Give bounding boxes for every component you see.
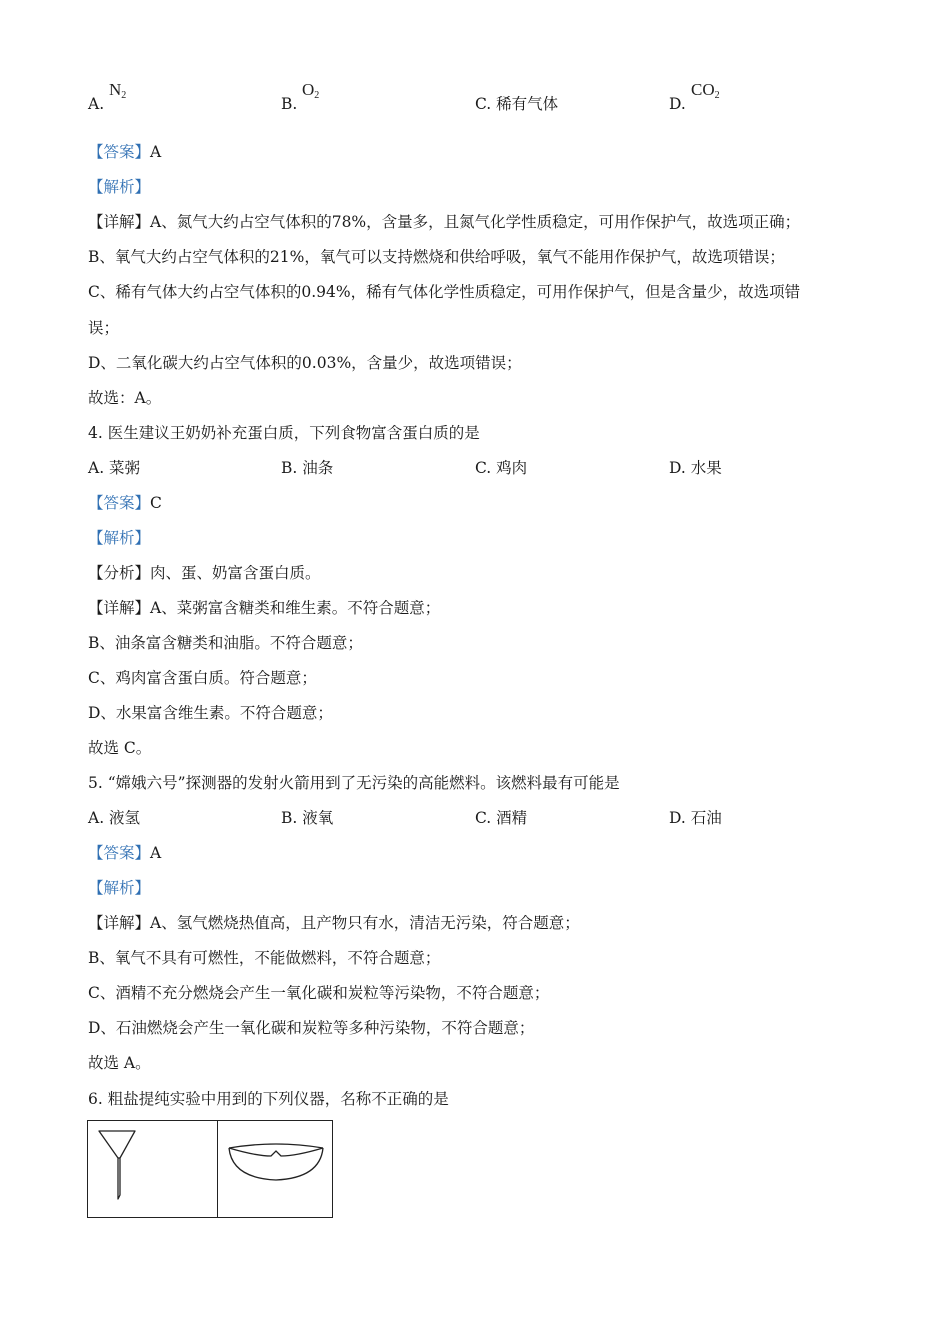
option-letter: C.	[475, 95, 492, 113]
q4-option-d: D. 水果	[669, 459, 722, 477]
q5-detail-line	[88, 913, 580, 933]
option-letter: B.	[281, 95, 298, 113]
q5-option-b: B. 液氧	[281, 809, 334, 827]
q4-option-b: B. 油条	[281, 459, 334, 477]
q5-answer	[88, 843, 161, 863]
q4-stem: 4. 医生建议王奶奶补充蛋白质，下列食物富含蛋白质的是	[88, 424, 480, 442]
q3-option-a-formula	[109, 80, 126, 101]
q6-stem: 6. 粗盐提纯实验中用到的下列仪器，名称不正确的是	[88, 1090, 449, 1108]
q5-conclusion: 故选 A。	[88, 1054, 151, 1072]
q4-line-b: B、油条富含糖类和油脂。不符合题意；	[88, 634, 363, 652]
q3-line-c: C、稀有气体大约占空气体积的0.94%，稀有气体化学性质稳定，可用作保护气，但是含量少，故选项错	[88, 283, 801, 301]
q3-line-b: B、氧气大约占空气体积的21%，氧气可以支持燃烧和供给呼吸，氧气不能用作保护气，故选项错误；	[88, 248, 785, 266]
q3-detail-line	[88, 212, 800, 232]
answer-value: C	[150, 494, 162, 512]
detail-tag: 【详解】	[88, 213, 151, 231]
answer-tag: 【答案】	[88, 494, 151, 512]
q3-option-b-formula	[302, 80, 319, 101]
q3-option-a	[88, 94, 104, 114]
q4-option-a: A. 菜粥	[88, 459, 141, 477]
formula-subscript: 2	[714, 90, 720, 101]
q5-option-d: D. 石油	[669, 809, 722, 827]
analyze-tag: 【分析】	[88, 564, 151, 582]
detail-text: A、氢气燃烧热值高，且产物只有水，清洁无污染，符合题意；	[150, 914, 580, 932]
q3-line-d: D、二氧化碳大约占空气体积的0.03%，含量少，故选项错误；	[88, 354, 522, 372]
q3-option-d-formula	[691, 80, 720, 101]
q3-option-d	[669, 94, 686, 114]
answer-tag: 【答案】	[88, 844, 151, 862]
q3-option-b	[281, 94, 297, 114]
q5-line-d: D、石油燃烧会产生一氧化碳和炭粒等多种污染物，不符合题意；	[88, 1019, 535, 1037]
q5-stem: 5. “嫦娥六号”探测器的发射火箭用到了无污染的高能燃料。该燃料最有可能是	[88, 774, 620, 792]
answer-value: A	[150, 844, 162, 862]
answer-tag: 【答案】	[88, 143, 151, 161]
q3-analysis-tag: 【解析】	[88, 178, 151, 196]
q3-answer	[88, 142, 161, 162]
q4-analyze-line	[88, 563, 321, 583]
q4-analysis-tag: 【解析】	[88, 529, 151, 547]
q5-line-b: B、氧气不具有可燃性，不能做燃料，不符合题意；	[88, 949, 441, 967]
option-letter: D.	[669, 95, 686, 113]
q3-conclusion: 故选：A。	[88, 389, 162, 407]
q5-analysis-tag: 【解析】	[88, 879, 151, 897]
q4-option-c: C. 鸡肉	[475, 459, 528, 477]
option-text: 稀有气体	[496, 95, 559, 113]
instrument-cell-dish	[217, 1121, 333, 1217]
q4-answer	[88, 493, 162, 513]
formula-text: N	[109, 80, 122, 99]
formula-text: O	[302, 80, 315, 99]
option-letter: A.	[88, 95, 105, 113]
funnel-icon	[97, 1129, 137, 1209]
answer-value: A	[150, 143, 162, 161]
q3-line-c-cont: 误；	[88, 319, 120, 337]
q4-line-d: D、水果富含维生素。不符合题意；	[88, 704, 333, 722]
detail-tag: 【详解】	[88, 599, 151, 617]
detail-tag: 【详解】	[88, 914, 151, 932]
formula-subscript: 2	[314, 90, 320, 101]
q4-line-c: C、鸡肉富含蛋白质。符合题意；	[88, 669, 317, 687]
instrument-table	[87, 1120, 333, 1218]
formula-text: CO	[691, 80, 715, 99]
q5-line-c: C、酒精不充分燃烧会产生一氧化碳和炭粒等污染物，不符合题意；	[88, 984, 550, 1002]
q4-detail-line	[88, 598, 440, 618]
analyze-text: 肉、蛋、奶富含蛋白质。	[150, 564, 321, 582]
q5-option-a: A. 液氢	[88, 809, 141, 827]
formula-subscript: 2	[121, 90, 127, 101]
q5-option-c: C. 酒精	[475, 809, 528, 827]
q4-conclusion: 故选 C。	[88, 739, 152, 757]
detail-text: A、氮气大约占空气体积的78%，含量多，且氮气化学性质稳定，可用作保护气，故选项正确；	[150, 213, 801, 231]
detail-text: A、菜粥富含糖类和维生素。不符合题意；	[150, 599, 441, 617]
instrument-cell-funnel	[88, 1121, 218, 1217]
evaporating-dish-icon	[226, 1140, 326, 1186]
q3-option-c	[475, 94, 558, 114]
